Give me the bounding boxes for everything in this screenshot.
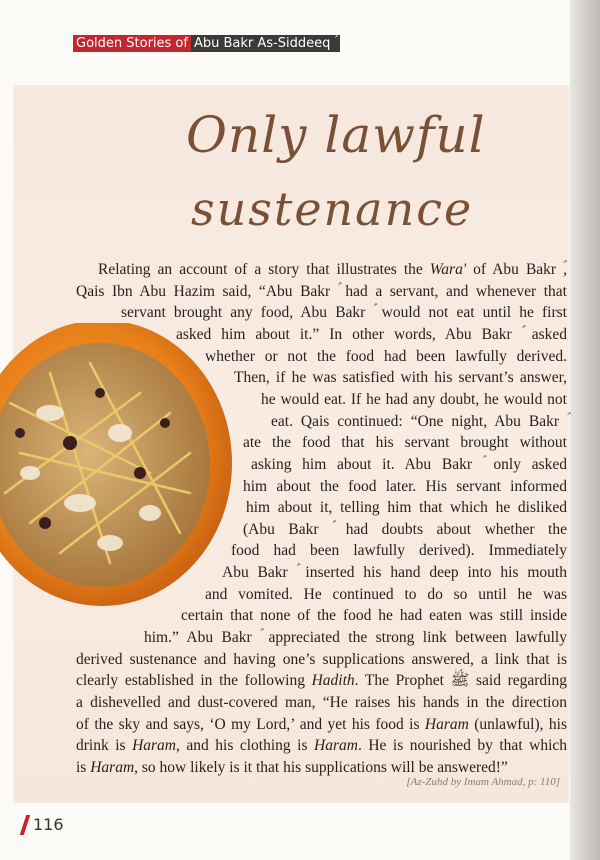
running-header xyxy=(73,35,340,52)
page-title-line1: Only lawful xyxy=(186,106,486,164)
body-line: servant brought any food, Abu Bakr ؑ would not eat until he first xyxy=(121,304,567,322)
body-line: Abu Bakr ؑ inserted his hand deep into his mouth xyxy=(222,564,567,582)
body-line: asked him about it.” In other words, Abu Bakr ؑ asked xyxy=(176,325,567,343)
food-plate-image xyxy=(0,323,234,608)
body-line: him about it, telling him that which he disliked xyxy=(246,499,567,517)
page-edge-shadow xyxy=(570,0,600,860)
header-subject: Abu Bakr As-Siddeeq ؑ xyxy=(191,35,341,52)
header-series: Golden Stories of xyxy=(73,35,191,52)
body-line: Relating an account of a story that illustrates the Wara' of Abu Bakr ؑ, xyxy=(98,261,567,278)
body-line: food had been lawfully derived). Immediately xyxy=(231,542,567,560)
page-number xyxy=(33,815,64,834)
body-line: and vomited. He continued to do so until he was xyxy=(205,585,567,603)
page-number-value: 116 xyxy=(33,815,64,834)
page-number-marker xyxy=(20,815,30,835)
body-line: him about the food later. His servant informed xyxy=(243,477,567,495)
page-title-line2: sustenance xyxy=(191,182,474,236)
body-line: derived sustenance and having one’s supplications answered, a link that is xyxy=(76,650,567,668)
body-line: Then, if he was satisfied with his servant’s answer, xyxy=(234,369,567,387)
body-line: of the sky and says, ‘O my Lord,’ and yet his food is Haram (unlawful), his xyxy=(76,715,567,733)
body-line: Qais Ibn Abu Hazim said, “Abu Bakr ؑ had a servant, and whenever that xyxy=(76,282,567,300)
body-line: is Haram, so how likely is it that his supplications will be answered!” xyxy=(76,758,508,776)
body-line: him.” Abu Bakr ؑ appreciated the strong link between lawfully xyxy=(144,629,567,647)
body-line: drink is Haram, and his clothing is Haram. He is nourished by that which xyxy=(76,737,568,755)
body-line: clearly established in the following Hadith. The Prophet ﷺ said regarding xyxy=(76,672,567,690)
body-line: eat. Qais continued: “One night, Abu Bakr ؑ xyxy=(271,412,567,430)
body-line: certain that none of the food he had eaten was still inside xyxy=(181,607,567,625)
citation: [Az-Zuhd by Imam Ahmad, p: 110] xyxy=(406,776,560,788)
body-line: a dishevelled and dust-covered man, “He raises his hands in the direction xyxy=(76,694,567,711)
body-line: he would eat. If he had any doubt, he would not xyxy=(261,390,567,408)
body-line: ate the food that his servant brought without xyxy=(243,434,567,452)
body-line: whether or not the food had been lawfully derived. xyxy=(205,347,567,365)
body-line: (Abu Bakr ؑ had doubts about whether the xyxy=(243,520,567,538)
body-line: asking him about it. Abu Bakr ؑ only asked xyxy=(251,455,567,473)
